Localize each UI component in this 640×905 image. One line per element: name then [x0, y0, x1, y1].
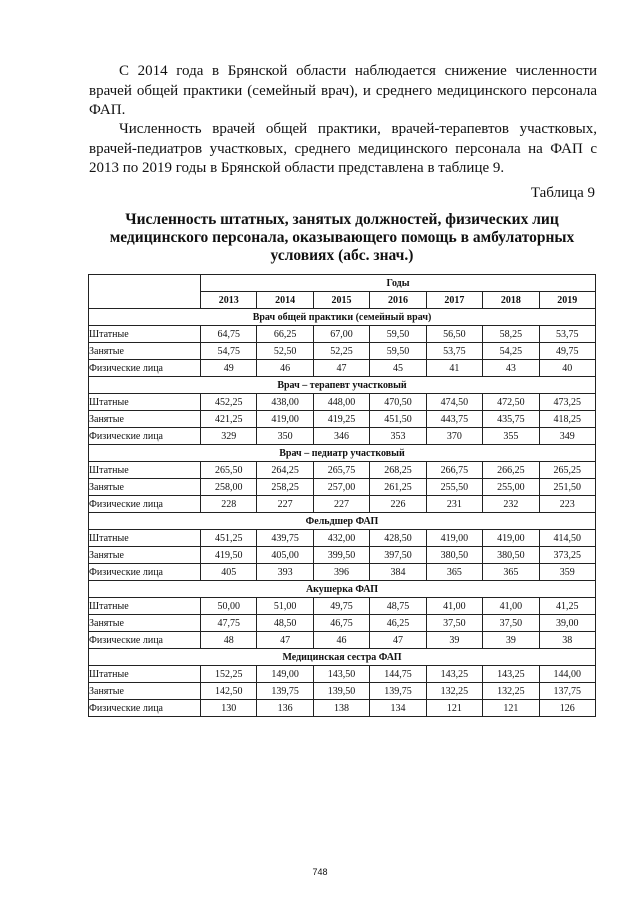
section-header-row	[89, 309, 596, 326]
value-cell: 130	[201, 700, 257, 717]
value-cell: 384	[370, 564, 426, 581]
value-cell: 47,75	[201, 615, 257, 632]
row-label: Штатные	[89, 326, 201, 343]
value-cell: 64,75	[201, 326, 257, 343]
table-row	[89, 632, 596, 649]
paragraph-2: Численность врачей общей практики, врачей-терапевтов участковых, врачей-педиатров участковых, среднего медицинского персонала на ФАП с 2013 по 2019 годы в Брянской области представлена в таблице 9.	[89, 121, 597, 176]
value-cell: 266,75	[426, 462, 482, 479]
row-label: Штатные	[89, 462, 201, 479]
value-cell: 50,00	[201, 598, 257, 615]
value-cell: 121	[426, 700, 482, 717]
value-cell: 59,50	[370, 326, 426, 343]
value-cell: 418,25	[539, 411, 595, 428]
value-cell: 45	[370, 360, 426, 377]
value-cell: 137,75	[539, 683, 595, 700]
table-row	[89, 326, 596, 343]
value-cell: 448,00	[313, 394, 369, 411]
value-cell: 48	[201, 632, 257, 649]
value-cell: 142,50	[201, 683, 257, 700]
value-cell: 443,75	[426, 411, 482, 428]
value-cell: 365	[483, 564, 539, 581]
value-cell: 139,75	[257, 683, 313, 700]
value-cell: 393	[257, 564, 313, 581]
value-cell: 136	[257, 700, 313, 717]
row-label: Штатные	[89, 666, 201, 683]
value-cell: 396	[313, 564, 369, 581]
table-row	[89, 394, 596, 411]
value-cell: 451,25	[201, 530, 257, 547]
value-cell: 472,50	[483, 394, 539, 411]
table-row	[89, 530, 596, 547]
value-cell: 266,25	[483, 462, 539, 479]
value-cell: 226	[370, 496, 426, 513]
value-cell: 138	[313, 700, 369, 717]
value-cell: 49,75	[313, 598, 369, 615]
value-cell: 228	[201, 496, 257, 513]
row-label: Штатные	[89, 530, 201, 547]
value-cell: 144,75	[370, 666, 426, 683]
table-row	[89, 496, 596, 513]
value-cell: 474,50	[426, 394, 482, 411]
value-cell: 350	[257, 428, 313, 445]
value-cell: 46,25	[370, 615, 426, 632]
value-cell: 46	[257, 360, 313, 377]
value-cell: 380,50	[426, 547, 482, 564]
page-number: 748	[312, 867, 328, 877]
value-cell: 258,00	[201, 479, 257, 496]
value-cell: 59,50	[370, 343, 426, 360]
value-cell: 265,75	[313, 462, 369, 479]
value-cell: 58,25	[483, 326, 539, 343]
value-cell: 121	[483, 700, 539, 717]
section-title: Фельдшер ФАП	[89, 513, 596, 530]
row-label: Занятые	[89, 411, 201, 428]
section-header-row	[89, 445, 596, 462]
table-row	[89, 683, 596, 700]
value-cell: 49,75	[539, 343, 595, 360]
value-cell: 56,50	[426, 326, 482, 343]
year-header-2013: 2013	[201, 292, 257, 309]
section-title: Врач общей практики (семейный врач)	[89, 309, 596, 326]
value-cell: 439,75	[257, 530, 313, 547]
value-cell: 134	[370, 700, 426, 717]
value-cell: 47	[370, 632, 426, 649]
table-row	[89, 666, 596, 683]
value-cell: 227	[257, 496, 313, 513]
year-header-2016: 2016	[370, 292, 426, 309]
value-cell: 419,00	[483, 530, 539, 547]
row-label: Занятые	[89, 615, 201, 632]
value-cell: 52,50	[257, 343, 313, 360]
value-cell: 359	[539, 564, 595, 581]
value-cell: 149,00	[257, 666, 313, 683]
value-cell: 143,25	[426, 666, 482, 683]
table-header-row	[89, 275, 596, 292]
section-title: Акушерка ФАП	[89, 581, 596, 598]
value-cell: 419,50	[201, 547, 257, 564]
paragraph-1: С 2014 года в Брянской области наблюдается снижение численности врачей общей практики (семейный врач), и среднего медицинского персонала ФАП.	[89, 63, 597, 118]
value-cell: 470,50	[370, 394, 426, 411]
table-row	[89, 615, 596, 632]
value-cell: 52,25	[313, 343, 369, 360]
value-cell: 451,50	[370, 411, 426, 428]
section-title: Врач – терапевт участковый	[89, 377, 596, 394]
value-cell: 223	[539, 496, 595, 513]
value-cell: 419,00	[257, 411, 313, 428]
section-header-row	[89, 581, 596, 598]
value-cell: 258,25	[257, 479, 313, 496]
value-cell: 231	[426, 496, 482, 513]
value-cell: 227	[313, 496, 369, 513]
value-cell: 67,00	[313, 326, 369, 343]
row-label: Занятые	[89, 479, 201, 496]
table-row	[89, 411, 596, 428]
value-cell: 39,00	[539, 615, 595, 632]
section-header-row	[89, 513, 596, 530]
table-number: Таблица 9	[530, 185, 595, 201]
value-cell: 397,50	[370, 547, 426, 564]
value-cell: 261,25	[370, 479, 426, 496]
table-row	[89, 479, 596, 496]
value-cell: 39	[426, 632, 482, 649]
row-label: Занятые	[89, 547, 201, 564]
value-cell: 41,00	[483, 598, 539, 615]
value-cell: 373,25	[539, 547, 595, 564]
value-cell: 37,50	[483, 615, 539, 632]
value-cell: 144,00	[539, 666, 595, 683]
row-label: Занятые	[89, 343, 201, 360]
value-cell: 405	[201, 564, 257, 581]
value-cell: 419,25	[313, 411, 369, 428]
value-cell: 232	[483, 496, 539, 513]
value-cell: 473,25	[539, 394, 595, 411]
value-cell: 346	[313, 428, 369, 445]
section-header-row	[89, 377, 596, 394]
value-cell: 143,50	[313, 666, 369, 683]
value-cell: 152,25	[201, 666, 257, 683]
value-cell: 257,00	[313, 479, 369, 496]
table-row	[89, 343, 596, 360]
value-cell: 432,00	[313, 530, 369, 547]
table-title: Численность штатных, занятых должностей, физических лиц медицинского персонала, оказывающего помощь в амбулаторных условиях (абс. знач.)	[109, 211, 575, 264]
year-header-2018: 2018	[483, 292, 539, 309]
table-row	[89, 428, 596, 445]
value-cell: 370	[426, 428, 482, 445]
section-header-row	[89, 649, 596, 666]
value-cell: 255,00	[483, 479, 539, 496]
value-cell: 46,75	[313, 615, 369, 632]
table-row	[89, 547, 596, 564]
value-cell: 399,50	[313, 547, 369, 564]
value-cell: 143,25	[483, 666, 539, 683]
row-label: Физические лица	[89, 496, 201, 513]
value-cell: 353	[370, 428, 426, 445]
value-cell: 414,50	[539, 530, 595, 547]
row-label: Штатные	[89, 598, 201, 615]
value-cell: 265,25	[539, 462, 595, 479]
value-cell: 264,25	[257, 462, 313, 479]
row-label: Штатные	[89, 394, 201, 411]
value-cell: 132,25	[483, 683, 539, 700]
value-cell: 40	[539, 360, 595, 377]
value-cell: 380,50	[483, 547, 539, 564]
row-label: Физические лица	[89, 700, 201, 717]
row-label: Физические лица	[89, 632, 201, 649]
value-cell: 435,75	[483, 411, 539, 428]
value-cell: 265,50	[201, 462, 257, 479]
value-cell: 329	[201, 428, 257, 445]
table-body	[89, 309, 596, 717]
value-cell: 452,25	[201, 394, 257, 411]
value-cell: 38	[539, 632, 595, 649]
value-cell: 43	[483, 360, 539, 377]
value-cell: 54,75	[201, 343, 257, 360]
value-cell: 251,50	[539, 479, 595, 496]
value-cell: 132,25	[426, 683, 482, 700]
value-cell: 355	[483, 428, 539, 445]
value-cell: 419,00	[426, 530, 482, 547]
value-cell: 49	[201, 360, 257, 377]
value-cell: 421,25	[201, 411, 257, 428]
value-cell: 405,00	[257, 547, 313, 564]
value-cell: 139,50	[313, 683, 369, 700]
value-cell: 41,25	[539, 598, 595, 615]
year-header-2014: 2014	[257, 292, 313, 309]
table-row	[89, 700, 596, 717]
row-label: Занятые	[89, 683, 201, 700]
value-cell: 126	[539, 700, 595, 717]
year-header-2015: 2015	[313, 292, 369, 309]
value-cell: 365	[426, 564, 482, 581]
value-cell: 41,00	[426, 598, 482, 615]
table-row	[89, 598, 596, 615]
table-row	[89, 360, 596, 377]
row-label: Физические лица	[89, 564, 201, 581]
value-cell: 48,50	[257, 615, 313, 632]
value-cell: 48,75	[370, 598, 426, 615]
value-cell: 51,00	[257, 598, 313, 615]
value-cell: 349	[539, 428, 595, 445]
value-cell: 41	[426, 360, 482, 377]
value-cell: 46	[313, 632, 369, 649]
table-row	[89, 462, 596, 479]
corner-cell	[89, 275, 201, 309]
section-title: Медицинская сестра ФАП	[89, 649, 596, 666]
value-cell: 255,50	[426, 479, 482, 496]
value-cell: 53,75	[426, 343, 482, 360]
year-header-2017: 2017	[426, 292, 482, 309]
table-row	[89, 564, 596, 581]
row-label: Физические лица	[89, 360, 201, 377]
value-cell: 66,25	[257, 326, 313, 343]
value-cell: 438,00	[257, 394, 313, 411]
value-cell: 39	[483, 632, 539, 649]
row-label: Физические лица	[89, 428, 201, 445]
value-cell: 37,50	[426, 615, 482, 632]
value-cell: 268,25	[370, 462, 426, 479]
value-cell: 139,75	[370, 683, 426, 700]
years-header: Годы	[201, 275, 596, 292]
year-header-2019: 2019	[539, 292, 595, 309]
staff-table	[88, 274, 596, 717]
value-cell: 47	[257, 632, 313, 649]
value-cell: 428,50	[370, 530, 426, 547]
value-cell: 53,75	[539, 326, 595, 343]
section-title: Врач – педиатр участковый	[89, 445, 596, 462]
value-cell: 54,25	[483, 343, 539, 360]
value-cell: 47	[313, 360, 369, 377]
